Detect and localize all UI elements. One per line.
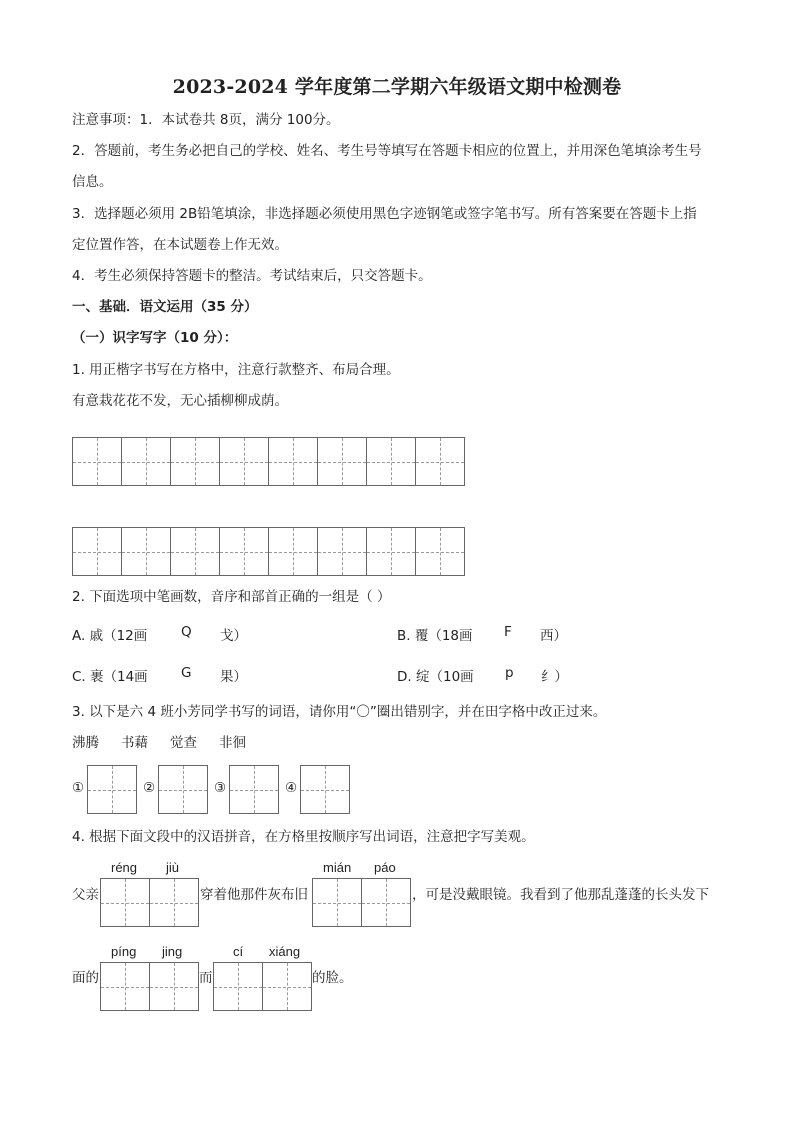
tian-cell[interactable] xyxy=(313,878,362,927)
writing-grid-row-1[interactable] xyxy=(72,437,465,486)
tian-cell[interactable] xyxy=(362,878,411,927)
option-d-radical: 纟） xyxy=(541,669,568,685)
q1-text: 有意栽花花不发，无心插柳柳成荫。 xyxy=(72,393,288,409)
option-c-radical: 果） xyxy=(220,669,247,685)
option-b-radical: 西） xyxy=(540,628,567,644)
tian-cell[interactable] xyxy=(318,527,367,576)
tian-cell[interactable] xyxy=(101,878,150,927)
tian-cell[interactable] xyxy=(263,962,312,1011)
q2-prompt: 2. 下面选项中笔画数，音序和部首正确的一组是（ ） xyxy=(72,589,391,605)
tian-cell[interactable] xyxy=(367,437,416,486)
marker-2: ② xyxy=(143,780,156,796)
option-b[interactable] xyxy=(397,624,473,644)
option-a-seq: Q xyxy=(181,624,192,640)
note-2-cont: 信息。 xyxy=(72,174,113,190)
q4-text-6: 的脸。 xyxy=(312,970,353,986)
option-a-radical: 戈） xyxy=(220,628,247,644)
section-heading: 一、基础．语文运用（35 分） xyxy=(72,299,258,315)
option-b-char: B. 覆（18画 xyxy=(397,628,473,644)
option-d-char: D. 绽（10画 xyxy=(397,669,474,685)
tian-cell[interactable] xyxy=(220,527,269,576)
tian-cell[interactable] xyxy=(416,437,465,486)
writing-grid-row-2[interactable] xyxy=(72,527,465,576)
pinyin-jiu: jiù xyxy=(166,860,180,875)
option-d-seq: p xyxy=(505,665,514,681)
tian-cell[interactable] xyxy=(318,437,367,486)
tian-cell[interactable] xyxy=(122,527,171,576)
answer-grid-mian-pao[interactable] xyxy=(312,878,411,927)
correction-grid-3[interactable] xyxy=(229,765,279,814)
option-c-seq: G xyxy=(181,665,192,681)
pinyin-ci: cí xyxy=(233,944,244,959)
tian-cell[interactable] xyxy=(214,962,263,1011)
tian-cell[interactable] xyxy=(73,527,122,576)
q3-word-2[interactable]: 书藉 xyxy=(121,735,148,751)
tian-cell[interactable] xyxy=(171,527,220,576)
q1-prompt: 1. 用正楷字书写在方格中，注意行款整齐、布局合理。 xyxy=(72,362,400,378)
tian-cell[interactable] xyxy=(230,765,279,814)
tian-cell[interactable] xyxy=(150,962,199,1011)
tian-cell[interactable] xyxy=(171,437,220,486)
tian-cell[interactable] xyxy=(416,527,465,576)
correction-grid-4[interactable] xyxy=(300,765,350,814)
answer-grid-reng-jiu[interactable] xyxy=(100,878,199,927)
note-1: 注意事项：1．本试卷共 8页，满分 100分。 xyxy=(72,112,340,128)
note-4: 4．考生必须保持答题卡的整洁。考试结束后，只交答题卡。 xyxy=(72,268,432,284)
answer-grid-ping-jing[interactable] xyxy=(100,962,199,1011)
q4-prompt: 4. 根据下面文段中的汉语拼音，在方格里按顺序写出词语，注意把字写美观。 xyxy=(72,829,535,845)
q4-text-1: 父亲 xyxy=(72,887,99,903)
marker-4: ④ xyxy=(285,780,298,796)
option-c-char: C. 裹（14画 xyxy=(72,669,148,685)
subsection-heading: （一）识字写字（10 分）： xyxy=(72,330,238,346)
note-3: 3．选择题必须用 2B铅笔填涂，非选择题必须使用黑色字迹钢笔或签字笔书写。所有答案要在答题卡上指 xyxy=(72,206,697,222)
option-c[interactable] xyxy=(72,665,148,685)
page-title: 2023-2024 学年度第二学期六年级语文期中检测卷 xyxy=(172,76,622,98)
pinyin-reng: réng xyxy=(111,860,138,875)
tian-cell[interactable] xyxy=(101,962,150,1011)
option-d[interactable] xyxy=(397,665,474,685)
note-3-cont: 定位置作答，在本试题卷上作无效。 xyxy=(72,237,288,253)
pinyin-mian: mián xyxy=(323,860,352,875)
marker-1: ① xyxy=(72,780,85,796)
q4-text-4: 面的 xyxy=(72,970,99,986)
option-a[interactable] xyxy=(72,624,147,644)
q3-word-3[interactable]: 觉查 xyxy=(170,735,197,751)
q4-text-5: 而 xyxy=(199,970,213,986)
correction-grid-2[interactable] xyxy=(158,765,208,814)
tian-cell[interactable] xyxy=(159,765,208,814)
tian-cell[interactable] xyxy=(301,765,350,814)
note-2: 2．答题前，考生务必把自己的学校、姓名、考生号等填写在答题卡相应的位置上，并用深色笔填涂考生号 xyxy=(72,143,702,159)
tian-cell[interactable] xyxy=(269,527,318,576)
option-b-seq: F xyxy=(504,624,512,640)
correction-grid-1[interactable] xyxy=(87,765,137,814)
marker-3: ③ xyxy=(214,780,227,796)
pinyin-xiang: xiáng xyxy=(269,944,301,959)
pinyin-ping: píng xyxy=(111,944,137,959)
q3-word-4[interactable]: 非徊 xyxy=(219,735,246,751)
pinyin-jing: jing xyxy=(162,944,183,959)
tian-cell[interactable] xyxy=(73,437,122,486)
option-a-char: A. 戚（12画 xyxy=(72,628,148,644)
answer-grid-ci-xiang[interactable] xyxy=(213,962,312,1011)
tian-cell[interactable] xyxy=(122,437,171,486)
q4-text-2: 穿着他那件灰布旧 xyxy=(200,887,308,903)
pinyin-pao: páo xyxy=(374,860,396,875)
q3-word-1[interactable]: 沸腾 xyxy=(72,735,99,751)
q4-text-3: ，可是没戴眼镜。我看到了他那乱蓬蓬的长头发下 xyxy=(412,887,709,903)
tian-cell[interactable] xyxy=(220,437,269,486)
tian-cell[interactable] xyxy=(88,765,137,814)
tian-cell[interactable] xyxy=(367,527,416,576)
q3-prompt: 3. 以下是六 4 班小芳同学书写的词语，请你用“〇”圈出错别字，并在田字格中改正过来。 xyxy=(72,704,607,720)
tian-cell[interactable] xyxy=(269,437,318,486)
tian-cell[interactable] xyxy=(150,878,199,927)
